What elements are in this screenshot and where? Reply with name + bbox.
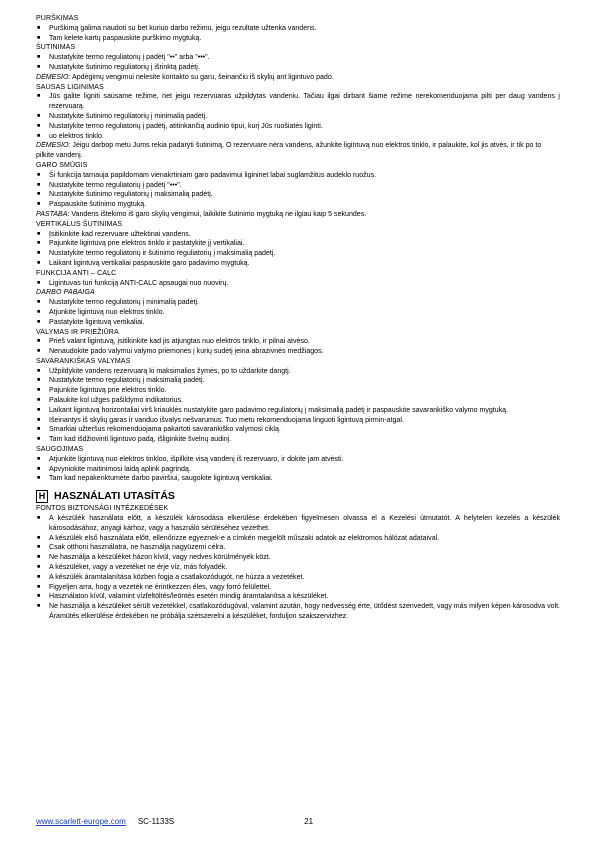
- bullet-item: ■ A készülék első használata előtt, ellenőrizze egyeznek-e a címkén megjelölt műszaki adatok az elektromos hálózat adataival.: [36, 534, 560, 544]
- section-heading: DARBO PABAIGA: [36, 289, 95, 297]
- bullet-item: ■ uo elektros tinklo.: [36, 132, 560, 142]
- bullet-item: ■ Tam kelete kartų paspauskite purškimo mygtuką.: [36, 34, 560, 44]
- bullet-item: ■ Palaukite kol užges pašildymo indikatorius.: [36, 396, 560, 406]
- bullet-item: ■ Nustatykite šutinimo reguliatorių į maksimalią padėtį.: [36, 190, 560, 200]
- section-heading: GARO SMŪGIS: [36, 161, 88, 169]
- note-label: PASTABA:: [36, 210, 70, 218]
- bullet-item: ■ Užpildykite vandens rezervuarą ki maksimalios žymės, po to uždarkite dangtį.: [36, 367, 560, 377]
- bullet-item: ■ Figyeljen arra, hogy a vezeték ne érintkezzen éles, vagy forró felülettel.: [36, 583, 560, 593]
- section-heading: ŠUTINIMAS: [36, 44, 76, 52]
- section-heading: VALYMAS IR PRIEŽIŪRA: [36, 328, 119, 336]
- note-label: DĖMESIO:: [36, 142, 71, 150]
- bullet-item: ■ Csak otthoni használatra, ne használja nagyüzemi célra.: [36, 543, 560, 553]
- bullet-item: ■ Laikant ligintuvą vertikaliai paspauskite garo padavimo mygtuką.: [36, 259, 560, 269]
- bullet-item: ■ Paspauskite šutinimo mygtuką.: [36, 200, 560, 210]
- section-heading: VERTIKALUS ŠUTINIMAS: [36, 220, 123, 228]
- bullet-item: ■ Nustatykite termo reguliatorių ir šutinimo reguliatorių į maksimalią padėtį.: [36, 249, 560, 259]
- bullet-item: ■ A készülék használata előtt, a készülék károsodása elkerülése érdekében figyelmesen olvassa el a Kezelési útmutatót. A helytelen kezelés a készülék károsodásához, anyagi kárhoz, vagy a használó sérüléséhez vezethet.: [36, 514, 560, 534]
- section-lt: [36, 43, 560, 82]
- bullet-item: ■ Nustatykite termo reguliatorių į padėtį "•••".: [36, 181, 560, 191]
- bullet-item: ■ Tam kad išdžiovinti ligintuvo padą, išliginkite švelnų audinį.: [36, 435, 560, 445]
- bullet-item: ■ Išeinantys iš skylių garas ir vanduo išvalys nešvarumus. Tuo metu rekomenduojama linguoti ligintuvą pirmin-atgal.: [36, 416, 560, 426]
- section-lt: [36, 445, 560, 484]
- bullet-item: ■ Purškimą galima naudoti su bet kuriuo darbo režimu, jeigu rezultate užtenka vandens.: [36, 24, 560, 34]
- website-link[interactable]: www.scarlett-europe.com: [36, 817, 126, 826]
- bullet-item: ■ Ne használja a készüléket házon kívül, vagy nedves körülmények közt.: [36, 553, 560, 563]
- section-heading: FONTOS BIZTONSÁGI INTÉZKEDÉSEK: [36, 505, 169, 513]
- bullet-item: ■ Nustatykite termo reguliatorių į maksimalią padėtį.: [36, 376, 560, 386]
- section-heading: FUNKCIJA ANTI – CALC: [36, 269, 117, 277]
- bullet-item: ■ A készüléket, vagy a vezetéket ne érje víz, más folyadék.: [36, 563, 560, 573]
- bullet-item: ■ Tam kad nepakenktumėte darbo paviršiui, saugokite ligintuvą vertikaliai.: [36, 474, 560, 484]
- note-paragraph: [36, 210, 560, 220]
- language-badge: H: [36, 490, 48, 503]
- section-lt: [36, 328, 560, 357]
- section-heading: SAUSAS LIGINIMAS: [36, 83, 104, 91]
- section-lt: [36, 161, 560, 220]
- note-text: Vandens ištekimo iš garo skylių vengimui, laikikite šutinimo mygtuką ne ilgiau kaip 5 sekundes.: [69, 210, 367, 218]
- section-lt: [36, 269, 560, 289]
- bullet-item: ■ Nustatykite termo reguliatorių į minimalią padėtį.: [36, 298, 560, 308]
- section-lt: [36, 83, 560, 161]
- bullet-item: ■ Pajunkite ligintuvą prie elektros tinklo ir pastatykite jį vertikaliai.: [36, 239, 560, 249]
- section-lt: [36, 220, 560, 269]
- note-text: Jeigu darbop metu Jums rekia padaryti šutinimą, O rezervuare nėra vandens, ažunkite ligintuvą nuo elektros tinklo, ir palaukite, kol jis atvės, ir tik po to pilkite vandenį.: [36, 142, 542, 160]
- hu-title-text: HASZNÁLATI UTASÍTÁS: [54, 490, 175, 503]
- bullet-item: ■ Használaton kívül, valamint vízfeltöltés/leöntés esetén mindig áramtalanítsa a készüléket.: [36, 592, 560, 602]
- bullet-item: ■ Prieš valant ligintuvą, įsitikinkite kad jis atjungtas nuo elektros tinklo, ir pilnai atvėso.: [36, 337, 560, 347]
- bullet-item: ■ Apvyniokite maitinimosi laidą aplink pagrindą.: [36, 465, 560, 475]
- bullet-item: ■ Pajunkite ligintuvą prie elektros tinklo.: [36, 386, 560, 396]
- bullet-item: ■ Atjunkite ligintuvą nuo elektros tinklo.: [36, 308, 560, 318]
- page-number: 21: [304, 817, 314, 826]
- bullet-item: ■ Ligintuvas turi funkciją ANTI-CALC apsaugai nuo nuovirų.: [36, 279, 560, 289]
- bullet-item: ■ Nustatykite termo reguliatorių į padėtį, atitinkančią audinio tipui, kurį Jūs ruošiatės liginti.: [36, 122, 560, 132]
- bullet-item: ■ A készülék áramtalanítása közben fogja a csatlakozódugót, ne húzza a vezetéket.: [36, 573, 560, 583]
- note-paragraph: [36, 141, 560, 161]
- bullet-item: ■ Ši funkcija tarnauja papildomam vienakrtiniam garo padavimui ligininet labai suglamžitus audėklo ruožus.: [36, 171, 560, 181]
- bullet-item: ■ Ne használja a készüléket sérült vezetékkel, csatlakozódugóval, valamint azután, hogy nedvesség érte, ütődést szenvedett, vagy más milyen képen károsodva volt. Áramütés elkerülése érdekében ne próbálja szétszerelni a készüléket, forduljon szakszervizhez.: [36, 602, 560, 622]
- bullet-item: ■ Įsitikinkite kad rezervuare užtektinai vandens.: [36, 230, 560, 240]
- bullet-item: ■ Nustatykite termo reguliatorių į padėtį "••" arba "•••".: [36, 53, 560, 63]
- bullet-item: ■ Smarkiai užteršus rekomenduojama pakartoti savarankiško valymosi ciklą.: [36, 425, 560, 435]
- page-content: [36, 14, 560, 622]
- section-heading: SAVARANKIŠKAS VALYMAS: [36, 357, 131, 365]
- page-footer: [36, 817, 313, 827]
- bullet-item: ■ Nustatykite šutinimo reguliatorių į minimalią padėtį.: [36, 112, 560, 122]
- note-label: DĖMESIO:: [36, 73, 71, 81]
- bullet-item: ■ Laikant ligintuvą horizontaliai virš kriauklės nustatykite garo padavimo reguliatorių į maksimalią padėtį ir paspauskite savarankiško valymo mygtuką.: [36, 406, 560, 416]
- bullet-item: ■ Nenaudokite pado valymui valymo priemones į kurių sudėtį įeina abrazivnės medžiagos.: [36, 347, 560, 357]
- note-text: Apdėgimų vengimui nelesite kontakto su garu, šeinančiu iš skylių ant ligintuvo pado.: [70, 73, 334, 81]
- note-paragraph: [36, 73, 560, 83]
- bullet-item: ■ Jūs galite ligniti sausame režime, net jeigu rezervuaras užpildytas vandeniu. Tačiau ilgai dirbant šiame režime nerekomenduojama pilti per daug vandens į rezervuarą.: [36, 92, 560, 112]
- section-heading: SAUGOJIMAS: [36, 446, 84, 454]
- bullet-item: ■ Pastatykite ligintuvą vertikaliai.: [36, 318, 560, 328]
- model-number: SC-1133S: [137, 817, 175, 826]
- section-lt: [36, 357, 560, 445]
- bullet-item: ■ Nustatykite šutinimo reguliatorių į išrinktą padėtį.: [36, 63, 560, 73]
- section-lt: [36, 288, 560, 327]
- hu-section-title: [36, 490, 560, 503]
- bullet-item: ■ Atjunkite ligintuvą nuo elektros tinkloo, išpilkite visą vandenį iš rezervuaro, ir dokite jam atvėsti.: [36, 455, 560, 465]
- section-heading: PURŠKIMAS: [36, 15, 79, 22]
- section-lt: [36, 14, 560, 43]
